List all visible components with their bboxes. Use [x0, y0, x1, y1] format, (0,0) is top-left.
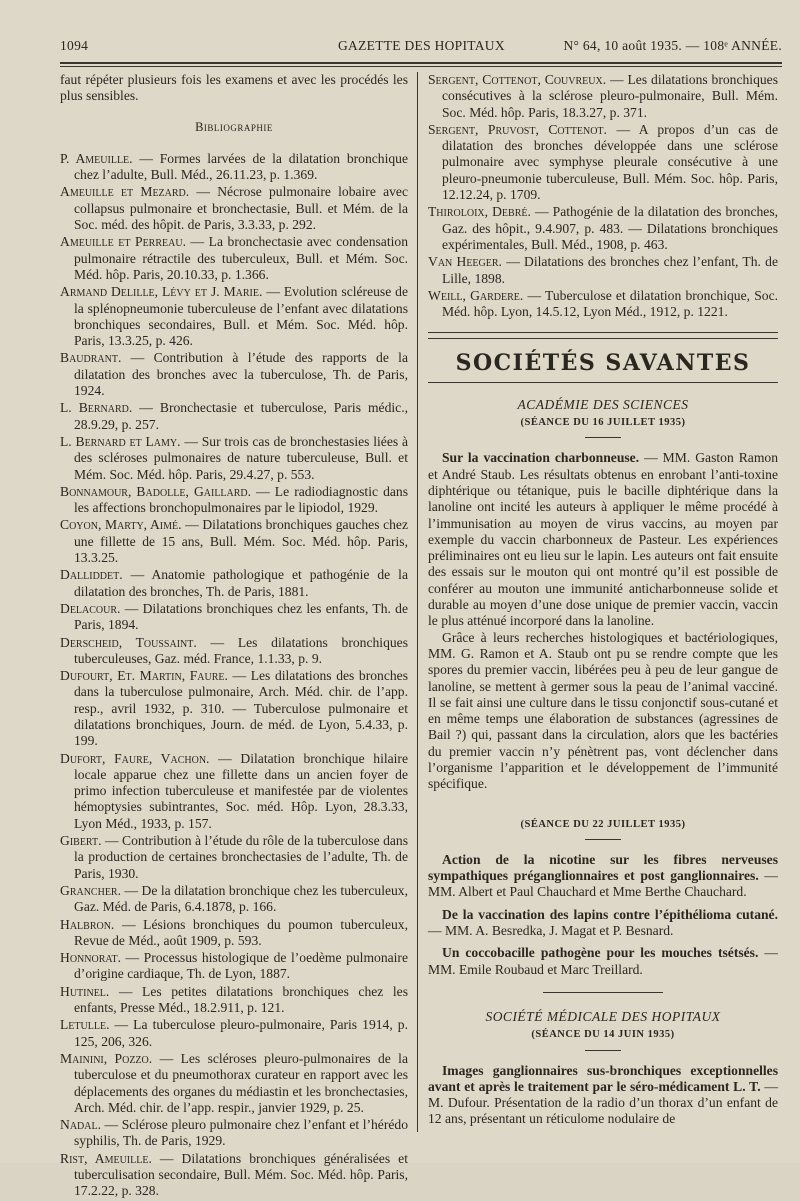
entry-text: — Bronchectasie et tuberculose, Paris médic., 28.9.29, p. 257.: [74, 400, 408, 432]
entry-text: — Nécrose pulmonaire lobaire avec collapsus pulmonaire et bronchectasie, Bull. et Mém. de la Soc. méd. des hôpit. de Paris, 3.3.33, p. 292.: [74, 184, 408, 233]
lapins-title: De la vaccination des lapins contre l’épithélioma cutané.: [442, 906, 778, 922]
academy-heading: ACADÉMIE DES SCIENCES: [517, 396, 689, 412]
bibliography-entry: [60, 1151, 408, 1200]
entry-text: — Dilatations bronchiques généralisées et tuberculisation secondaire, Bull. Mém. Soc. Méd. hôp. Paris, 17.2.22, p. 328.: [74, 1150, 408, 1199]
entry-author: Hutinel.: [60, 983, 110, 999]
bibliography-list: [60, 151, 408, 1200]
bibliography-entry: [60, 284, 408, 349]
entry-author: Gibert.: [60, 833, 102, 849]
entry-author: Delacour.: [60, 600, 121, 616]
entry-text: — Processus histologique de l’oedème pulmonaire d’origine cardiaque, Th. de Lyon, 1887.: [74, 950, 408, 982]
short-rule: [585, 437, 621, 438]
short-rule: [585, 1050, 621, 1051]
coccobacille-authors: — MM. Emile Roubaud et Marc Treillard.: [428, 945, 778, 977]
column-divider: [417, 72, 418, 1132]
coccobacille-entry: [428, 945, 778, 978]
entry-author: Coyon, Marty, Aimé.: [60, 517, 182, 533]
medical-society-heading: SOCIÉTÉ MÉDICALE DES HOPITAUX: [485, 1008, 721, 1024]
entry-text: — La bronchectasie avec condensation pulmonaire rétractile des tuberculeux, Bull. et Mém. Soc. Méd. hôp. Paris, 20.10.33, p. 1.366.: [74, 234, 408, 282]
societes-rule: [428, 382, 778, 383]
bibliography-continued: [428, 72, 778, 320]
bibliography-entry: [60, 601, 408, 634]
entry-author: Halbron.: [60, 916, 115, 932]
entry-text: — Sclérose pleuro pulmonaire chez l’enfant et l’hérédo syphilis, Th. de Paris, 1929.: [74, 1117, 408, 1149]
nicotine-authors: — MM. Albert et Paul Chauchard et Mme Berthe Chauchard.: [428, 868, 778, 900]
section-rule: [428, 332, 778, 339]
entry-author: Sergent, Cottenot, Couvreux.: [428, 72, 607, 87]
entry-author: Nadal.: [60, 1117, 101, 1133]
bibliography-entry: [60, 883, 408, 916]
bibliography-entry: [60, 950, 408, 983]
entry-author: Van Heeger.: [428, 254, 502, 270]
entry-text: — Les dilatations des bronches dans la tuberculose pulmonaire, Arch. Méd. chir. de l’app. resp., avril 1932, p. 310. — Tuberculose pulmonaire et dilatations bronchiques, Journ. de méd. de Lyon, 5.4.33, p. 199.: [74, 668, 408, 749]
images-title: Images ganglionnaires sus-bronchiques exceptionnelles avant et après le traitement par le séro-médicament L. T.: [428, 1062, 778, 1094]
bibliography-entry: [428, 72, 778, 121]
intro-text: faut répéter plusieurs fois les examens et avec les procédés les plus sensibles.: [60, 72, 408, 104]
images-text: — M. Dufour. Présentation de la radio d’un thorax d’un enfant de 12 ans, présentant un réticulome nodulaire de: [428, 1078, 778, 1127]
issue-info: N° 64, 10 août 1935. — 108ᵉ ANNÉE.: [563, 38, 782, 53]
entry-author: Grancher.: [60, 882, 121, 898]
entry-text: — La tuberculose pleuro-pulmonaire, Paris 1914, p. 125, 206, 326.: [74, 1017, 408, 1049]
entry-author: Baudrant.: [60, 350, 122, 366]
entry-text: — Les dilatations bronchiques tuberculeuses, Gaz. méd. France, 1.1.33, p. 9.: [74, 634, 408, 666]
entry-text: — Contribution à l’étude des rapports de la dilatation des bronches avec la tuberculose, Th. de Paris, 1924.: [74, 350, 408, 399]
societes-heading: SOCIÉTÉS SAVANTES: [455, 350, 751, 377]
entry-author: Rist, Ameuille.: [60, 1150, 152, 1166]
entry-text: — Anatomie pathologique et pathogénie de la dilatation des bronches, Th. de Paris, 1881.: [74, 567, 408, 599]
entry-text: — Dilatations bronchiques gauches chez une fillette de 15 ans, Bull. Mém. Soc. Méd. hôp. Paris, 13.3.25.: [74, 517, 409, 566]
entry-text: — Sur trois cas de bronchestasies liées à des scléroses pulmonaires de nature tuberculeuse, Bull. et Mém. Soc. Méd. hôp. Paris, 29.4.27, p. 553.: [74, 433, 408, 482]
entry-author: Sergent, Pruvost, Cottenot.: [428, 121, 607, 137]
entry-author: Letulle.: [60, 1017, 110, 1033]
entry-text: — A propos d’un cas de dilatation des bronches développée dans une sclérose pulmonaire avec symphyse pleurale consécutive à une pleuro-pneumonie tuberculeuse, Bull. Mém. Soc. hôp. Paris, 12.12.24, p. 1709.: [442, 121, 778, 203]
entry-text: — Le radiodiagnostic dans les affections bronchopulmonaires par le lipiodol, 1929.: [74, 483, 408, 516]
session-date-2: (SÉANCE DU 22 JUILLET 1935): [520, 818, 686, 830]
bibliography-entry: [60, 1051, 408, 1116]
entry-author: L. Bernard et Lamy.: [60, 433, 181, 449]
bibliography-entry: [60, 1017, 408, 1050]
bibliography-entry: [60, 484, 408, 517]
vaccination-paragraph-1: [428, 450, 778, 629]
bibliography-entry: [428, 288, 778, 321]
entry-author: Weill, Gardere.: [428, 287, 524, 303]
entry-author: Honnorat.: [60, 950, 121, 966]
entry-author: Bonnamour, Badolle, Gaillard.: [60, 483, 252, 499]
bibliography-entry: [428, 204, 778, 253]
session-date-1: (SÉANCE DU 16 JUILLET 1935): [520, 417, 686, 429]
bibliography-entry: [60, 350, 408, 399]
session-date-3: (SÉANCE DU 14 JUIN 1935): [531, 1029, 675, 1041]
entry-author: L. Bernard.: [60, 400, 133, 416]
entry-author: Thiroloix, Debré.: [428, 204, 531, 220]
entry-author: Dalliddet.: [60, 567, 123, 583]
bibliography-entry: [60, 668, 408, 749]
entry-text: — Les dilatations bronchiques consécutives à la sclérose pleuro-pulmonaire, Bull. Mém. Soc. Méd. hôp. Paris, 18.3.27, p. 371.: [442, 72, 778, 120]
entry-text: — Lésions bronchiques du poumon tuberculeux, Revue de Méd., août 1909, p. 593.: [74, 916, 408, 948]
bibliography-entry: [60, 400, 408, 433]
right-column: [428, 72, 778, 1128]
entry-text: — Les petites dilatations bronchiques chez les enfants, Presse Méd., 18.2.911, p. 121.: [74, 983, 408, 1016]
entry-text: — De la dilatation bronchique chez les tuberculeux, Gaz. Méd. de Paris, 6.4.1878, p. 166.: [74, 882, 408, 915]
bibliography-entry: [60, 517, 408, 566]
entry-author: Ameuille et Mezard.: [60, 184, 190, 200]
bibliography-entry: [428, 122, 778, 203]
entry-text: — Dilatations des bronches chez l’enfant, Th. de Lille, 1898.: [442, 254, 779, 286]
bibliography-entry: [60, 567, 408, 600]
header-rule-bottom: [60, 66, 782, 67]
bibliography-entry: [60, 434, 408, 483]
coccobacille-title: Un coccobacille pathogène pour les mouches tsétsés.: [442, 945, 759, 961]
bibliography-entry: [60, 151, 408, 184]
entry-author: Armand Delille, Lévy et J. Marie.: [60, 284, 263, 300]
page-header: [60, 38, 782, 58]
nicotine-entry: [428, 852, 778, 901]
left-column: [60, 72, 408, 1201]
bibliography-heading: Bibliographie: [195, 119, 273, 134]
entry-text: — Dilatation bronchique hilaire locale apparue chez une fillette dans un ancien foyer de primo infection tuberculeuse et manifestée par de violentes hémoptysies subintrantes, Soc. méd. Hôp. Lyon, 28.3.33, Lyon Méd., 1933, p. 157.: [74, 750, 408, 831]
entry-author: P. Ameuille.: [60, 150, 133, 166]
bibliography-entry: [60, 984, 408, 1017]
lapins-authors: — MM. A. Besredka, J. Magat et P. Besnard.: [428, 923, 674, 939]
entry-text: — Contribution à l’étude du rôle de la tuberculose dans la production de certaines bronchectasies de l’adulte, Th. de Paris, 1930.: [74, 833, 408, 881]
entry-text: — Pathogénie de la dilatation des bronches, Gaz. des hôpit., 9.4.907, p. 483. — Dilatations bronchiques expérimentales, Bull. Méd., 1908, p. 463.: [442, 204, 779, 252]
bibliography-entry: [60, 917, 408, 950]
nicotine-title: Action de la nicotine sur les fibres nerveuses sympathiques préganglionnaires et post ganglionnaires.: [428, 851, 778, 884]
short-rule: [543, 992, 663, 993]
bibliography-entry: [60, 234, 408, 283]
bibliography-entry: [60, 833, 408, 882]
entry-text: — Tuberculose et dilatation bronchique, Soc. Méd. hôp. Lyon, 14.5.12, Lyon Méd., 1912, p. 1221.: [442, 287, 779, 320]
bibliography-entry: [60, 1117, 408, 1150]
bibliography-entry: [60, 184, 408, 233]
page-number: 1094: [60, 38, 89, 53]
entry-text: — Evolution scléreuse de la splénopneumonie tuberculeuse de l’enfant avec dilatations bronchiques secondaires, Bull. et Mém. Soc. Méd. hôp. Paris, 13.3.25, p. 426.: [74, 284, 408, 349]
entry-author: Derscheid, Toussaint.: [60, 634, 197, 650]
vaccination-text-1: — MM. Gaston Ramon et André Staub. Les résultats obtenus en enrobant l’anti-toxine diphtérique ou tétanique, puis le bacille diphtérique dans la lanoline ont incité les auteurs à appliquer le même procédé à l’immunisation au moyen de virus vaccins, au moyen par exemple du vaccin charbonneux de Pasteur. Les expériences préliminaires ont eu lieu sur le lapin. Les auteurs ont fait ensuite des essais sur le mouton qui ont montré qu’il est possible de conférer au mouton une immunité anticharbonneuse solide et durable au moyen d’une dose unique de premier vaccin, vaccin le plus atténué incorporé dans la lanoline.: [428, 450, 778, 629]
vaccination-paragraph-2: Grâce à leurs recherches histologiques et bactériologiques, MM. G. Ramon et A. Staub ont pu se rendre compte que les spores du premier vaccin, libérées peu à peu de leur gangue de lanoline, se mettent à germer sous la peau de l’animal vacciné. Il se fait ainsi une culture dans le tissu conjonctif sous-cutané et en même temps une élaboration de substances (agressines de Bail ?) qui, passant dans la circulation, alors que les bactéries du premier vaccin n’y pénètrent pas, vont déclencher dans l’organisme l’apparition et le développement de l’immunité spécifique.: [428, 629, 778, 792]
vaccination-title: Sur la vaccination charbonneuse.: [442, 450, 640, 466]
bibliography-entry: [428, 254, 778, 287]
journal-title: GAZETTE DES HOPITAUX: [338, 38, 505, 53]
bibliography-entry: [60, 635, 408, 668]
entry-text: — Les scléroses pleuro-pulmonaires de la tuberculose et du pneumothorax curateur en rapport avec les déplacements des organes du médiastin et les bronchectasies, Arch. Méd. chir. de l’app. respir., janvier 1929, p. 25.: [74, 1050, 408, 1115]
entry-author: Dufourt, Et. Martin, Faure.: [60, 668, 228, 684]
entry-text: — Dilatations bronchiques chez les enfants, Th. de Paris, 1894.: [74, 600, 408, 633]
entry-author: Ameuille et Perreau.: [60, 234, 186, 250]
entry-author: Mainini, Pozzo.: [60, 1050, 153, 1066]
entry-author: Dufort, Faure, Vachon.: [60, 750, 210, 766]
entry-text: — Formes larvées de la dilatation bronchique chez l’adulte, Bull. Méd., 26.11.23, p. 1.369.: [74, 150, 408, 183]
images-entry: [428, 1063, 778, 1128]
short-rule: [585, 839, 621, 840]
header-rule-top: [60, 62, 782, 64]
vaccination-lapins-entry: [428, 907, 778, 940]
bibliography-entry: [60, 751, 408, 832]
